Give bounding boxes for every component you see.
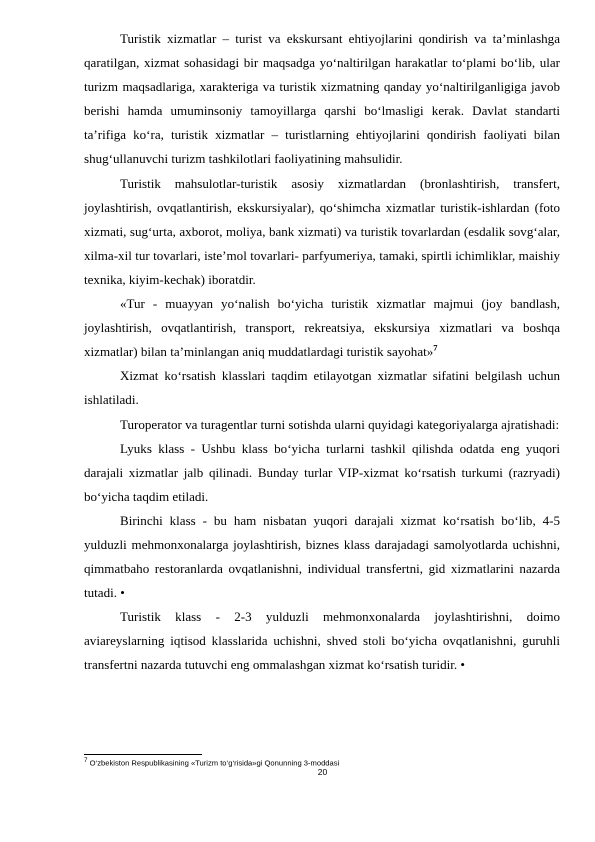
page-number: 20 xyxy=(317,767,328,777)
paragraph-tour-definition-text: «Tur - muayyan yo‘nalish bo‘yicha turistik xizmatlar majmui (joy bandlash, joylashtirish, ovqatlantirish, transport, rekreatsiya, ekskursiya xizmatlari va boshqa xizmatlar) bilan ta’minlangan aniq muddatlardagi turistik sayohat» xyxy=(84,296,560,360)
paragraph-tourist-products: Turistik mahsulotlar-turistik asosiy xizmatlardan (bronlashtirish, transfert, joylashtirish, ovqatlantirish, ekskursiyalar), qo‘shimcha xizmatlar turistik-ishlardan (foto xizmati, sug‘urta, axborot, moliya, bank xizmati) va turistik tovarlardan (esdalik sovg‘alar, xilma-xil tur tovarlari, iste’mol tovarlari- parfyumeriya, tamaki, spirtli ichimliklar, maishiy texnika, kiyim-kechak) iboratdir. xyxy=(84,175,560,287)
paragraph-categories-intro: Turoperator va turagentlar turni sotishda ularni quyidagi kategoriyalarga ajratishadi: xyxy=(120,416,560,432)
paragraph-luxury-class: Lyuks klass - Ushbu klass bo‘yicha turlarni tashkil qilishda odatda eng yuqori darajali xizmatlar jalb qilinadi. Bunday turlar VIP-xizmat ko‘rsatish turkumi (razryadi) bo‘yicha taqdim etiladi. xyxy=(84,440,560,504)
paragraph-tourist-services-definition: Turistik xizmatlar – turist va ekskursant ehtiyojlarini qondirish va ta’minlashga qaratilgan, xizmat sohasidagi bir maqsadga yo‘naltirilgan harakatlar to‘plami bo‘lib, ular turizm maqsadlariga, xarakteriga va turistik xizmatning qanday yo‘naltirilganligiga javob berishi hamda umuminsoniy tamoyillarga qarshi bo‘lmasligi kerak. Davlat standarti ta’rifiga ko‘ra, turistik xizmatlar – turistlarning ehtiyojlarini qondirish faoliyati bilan shug‘ullanuvchi turizm tashkilotlari faoliyatining mahsulidir. xyxy=(84,31,560,167)
footnote-number: 7 xyxy=(84,757,88,764)
paragraph-tourist-class: Turistik klass - 2-3 yulduzli mehmonxonalarda joylashtirishni, doimo aviareyslarning iqtisod klasslarida uchishni, shved stoli bo‘yicha ovqatlanishni, guruhli transfertni nazarda tutuvchi eng ommalashgan xizmat ko‘rsatish turidir. • xyxy=(84,609,560,673)
footnote-text: O‘zbekiston Respublikasining «Turizm to‘g‘risida»gi Qonunning 3-moddasi xyxy=(87,758,340,768)
footnote-divider xyxy=(84,754,202,755)
footnote-reference[interactable]: 7 xyxy=(433,342,438,353)
paragraph-first-class: Birinchi klass - bu ham nisbatan yuqori darajali xizmat ko‘rsatish bo‘lib, 4-5 yulduzli mehmonxonalarga joylashtirish, biznes klass darajadagi samolyotlarda uchishni, qimmatbaho restoranlarda ovqatlanishni, individual transfertni, gid xizmatlarini nazarda tutadi. • xyxy=(84,512,560,601)
paragraph-service-classes: Xizmat ko‘rsatish klasslari taqdim etilayotgan xizmatlar sifatini belgilash uchun ishlatiladi. xyxy=(84,368,560,408)
body-text xyxy=(84,27,560,678)
paragraph-tour-definition xyxy=(84,292,560,364)
